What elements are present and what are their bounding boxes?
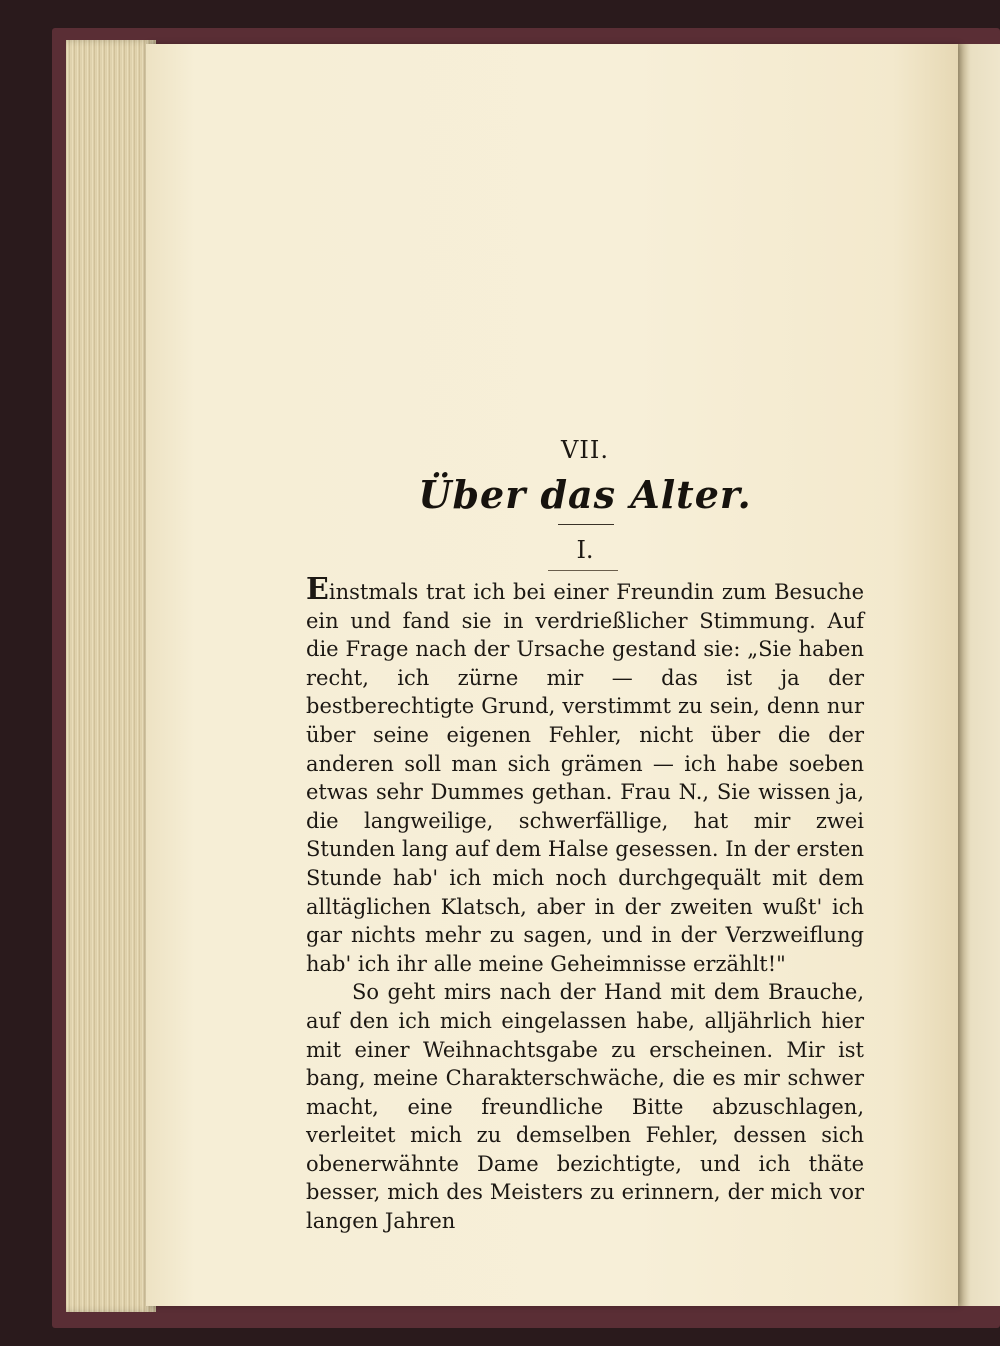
section-rule [548, 570, 618, 571]
chapter-number: VII. [561, 436, 609, 464]
paragraph-1-text: instmals trat ich bei einer Freundin zum Besuche ein und fand sie in verdrießlicher Stimmung. Auf die Frage nach der Ursache gestand sie: „Sie haben recht, ich zürne mir — das ist ja der bestberechtigte Grund, verstimmt zu sein, denn nur über seine eigenen Fehler, nicht über die der anderen soll man sich grämen — ich habe soeben etwas sehr Dummes gethan. Frau N., Sie wissen ja, die langweilige, schwerfällige, hat mir zwei Stunden lang auf dem Halse gesessen. In der ersten Stunde hab' ich mich noch durchgequält mit dem alltäglichen Klatsch, aber in der zweiten wußt' ich gar nichts mehr zu sagen, und in der Verzweiflung hab' ich ihr alle meine Geheimnisse erzählt!" [306, 580, 864, 976]
section-number: I. [576, 536, 594, 564]
facing-page-edge [958, 44, 1000, 1306]
paragraph-2: So geht mirs nach der Hand mit dem Brauche, auf den ich mich eingelassen habe, alljährlich hier mit einer Weihnachtsgabe zu erscheinen. Mir ist bang, meine Charakterschwäche, die es mir schwer macht, eine freundliche Bitte abzuschlagen, verleitet mich zu demselben Fehler, dessen sich obenerwähnte Dame bezichtigte, und ich thäte besser, mich des Meisters zu erinnern, der mich vor langen Jahren [306, 980, 864, 1234]
page-edges [66, 40, 156, 1312]
title-rule [558, 524, 614, 525]
initial-letter: E [306, 572, 329, 607]
paragraph-1 [306, 572, 864, 978]
body-text [306, 572, 864, 1236]
chapter-title: Über das Alter. [418, 472, 752, 517]
